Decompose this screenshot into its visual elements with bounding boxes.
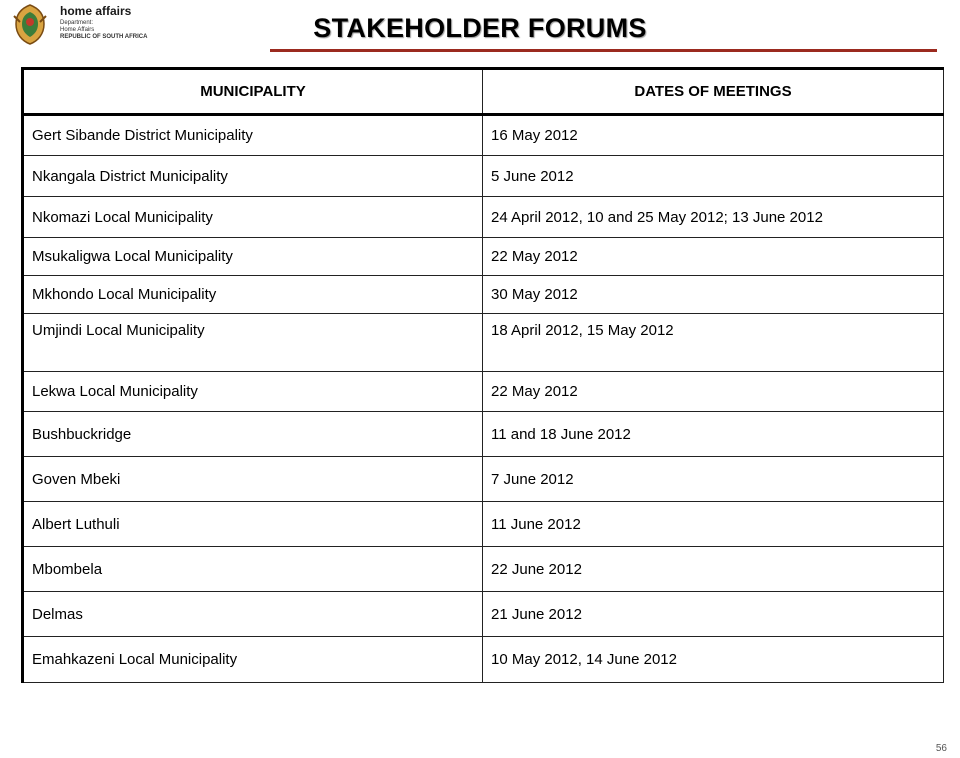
table-row — [23, 637, 944, 683]
dates-cell: 22 May 2012 — [483, 238, 944, 276]
municipality-cell: Delmas — [23, 592, 483, 637]
table-row — [23, 314, 944, 372]
dates-cell: 11 June 2012 — [483, 502, 944, 547]
table-row — [23, 276, 944, 314]
page-title: STAKEHOLDER FORUMS — [313, 13, 647, 43]
table-row — [23, 238, 944, 276]
table-row — [23, 197, 944, 238]
municipality-cell: Nkomazi Local Municipality — [23, 197, 483, 238]
municipality-cell: Nkangala District Municipality — [23, 156, 483, 197]
column-header-dates: DATES OF MEETINGS — [483, 69, 944, 115]
table-row — [23, 502, 944, 547]
column-header-municipality: MUNICIPALITY — [23, 69, 483, 115]
dates-cell: 30 May 2012 — [483, 276, 944, 314]
table-row — [23, 457, 944, 502]
table-row — [23, 372, 944, 412]
table-row — [23, 412, 944, 457]
forums-table — [21, 67, 944, 683]
table-row — [23, 156, 944, 197]
dates-cell: 7 June 2012 — [483, 457, 944, 502]
dates-cell: 18 April 2012, 15 May 2012 — [483, 314, 944, 372]
table-row — [23, 592, 944, 637]
page-number: 56 — [935, 743, 947, 754]
municipality-cell: Albert Luthuli — [23, 502, 483, 547]
brand-name: home affairs — [60, 4, 132, 18]
logo-line: Home Affairs — [60, 27, 95, 33]
table-row — [23, 115, 944, 156]
logo-line: Department: — [60, 20, 94, 26]
municipality-cell: Goven Mbeki — [23, 457, 483, 502]
municipality-cell: Mbombela — [23, 547, 483, 592]
municipality-cell: Bushbuckridge — [23, 412, 483, 457]
dates-cell: 21 June 2012 — [483, 592, 944, 637]
municipality-cell: Umjindi Local Municipality — [23, 314, 483, 372]
municipality-cell: Lekwa Local Municipality — [23, 372, 483, 412]
municipality-cell: Gert Sibande District Municipality — [23, 115, 483, 156]
title-underline — [270, 49, 937, 52]
dates-cell: 10 May 2012, 14 June 2012 — [483, 637, 944, 683]
municipality-cell: Mkhondo Local Municipality — [23, 276, 483, 314]
dates-cell: 22 May 2012 — [483, 372, 944, 412]
dates-cell: 24 April 2012, 10 and 25 May 2012; 13 June 2012 — [483, 197, 944, 238]
table-row — [23, 547, 944, 592]
logo-line: REPUBLIC OF SOUTH AFRICA — [60, 34, 148, 40]
dates-cell: 22 June 2012 — [483, 547, 944, 592]
municipality-cell: Msukaligwa Local Municipality — [23, 238, 483, 276]
dates-cell: 11 and 18 June 2012 — [483, 412, 944, 457]
municipality-cell: Emahkazeni Local Municipality — [23, 637, 483, 683]
table-header-row — [23, 69, 944, 115]
dates-cell: 5 June 2012 — [483, 156, 944, 197]
dates-cell: 16 May 2012 — [483, 115, 944, 156]
